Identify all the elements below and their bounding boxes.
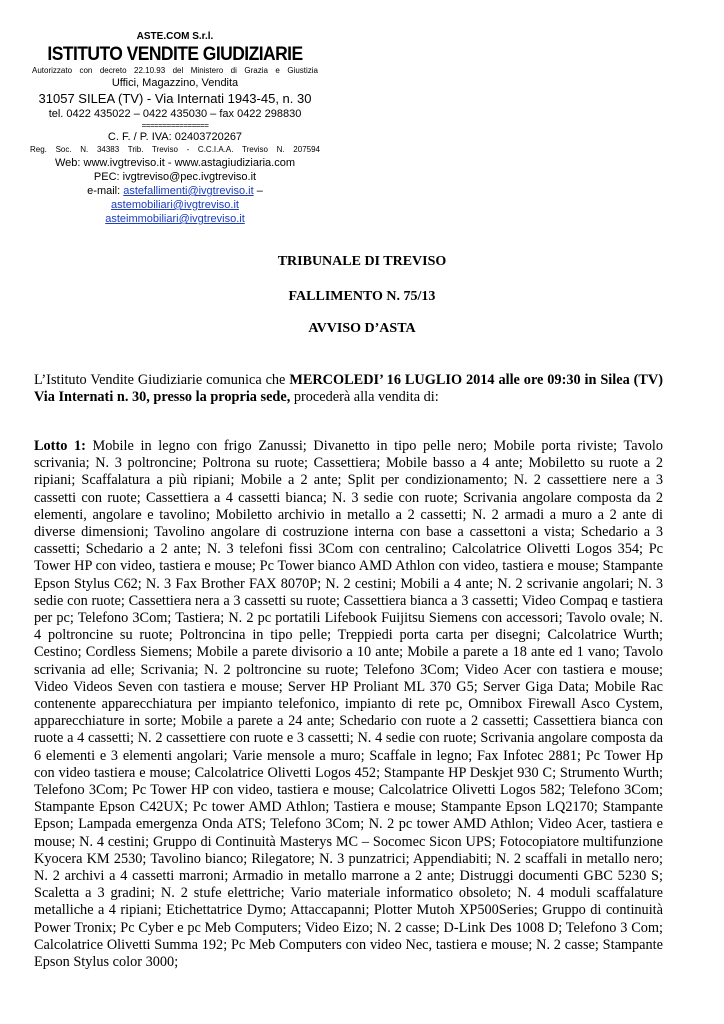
email-label: e-mail: — [87, 185, 121, 197]
email-link-mobiliari[interactable]: astemobiliari@ivgtreviso.it — [111, 199, 239, 211]
intro-suffix: procederà alla vendita di: — [293, 389, 439, 406]
authorization-note: Autorizzato con decreto 22.10.93 del Ministero di Grazia e Giustizia — [32, 66, 318, 75]
offices-line: Uffici, Magazzino, Vendita — [111, 77, 239, 89]
case-heading: FALLIMENTO N. 75/13 — [288, 289, 436, 304]
intro-prefix: L’Istituto Vendite Giudiziarie comunica che — [34, 372, 286, 388]
email-link-fallimenti[interactable]: astefallimenti@ivgtreviso.it — [123, 185, 254, 197]
separator-line: ================ — [141, 121, 209, 130]
email-line-2 — [30, 212, 320, 226]
email-separator: – — [256, 185, 263, 197]
auction-date-location: MERCOLEDI’ 16 LUGLIO 2014 alle ore 09:30 in Silea (TV) Via Internati n. 30, presso la propria sede, — [34, 372, 664, 406]
email-link-immobiliari[interactable]: asteimmobiliari@ivgtreviso.it — [105, 213, 245, 225]
company-name: ASTE.COM S.r.l. — [136, 31, 214, 42]
court-heading: TRIBUNALE DI TREVISO — [277, 254, 447, 269]
email-line — [30, 184, 320, 212]
web-line: Web: www.ivgtreviso.it - www.astagiudiziaria.com — [54, 157, 296, 169]
pec-line: PEC: ivgtreviso@pec.ivgtreviso.it — [93, 171, 257, 183]
lot-label: Lotto 1: — [34, 438, 86, 454]
registry-line: Reg. Soc. N. 34383 Trib. Treviso - C.C.I.A.A. Treviso N. 207594 — [30, 145, 320, 154]
lot-paragraph — [34, 438, 663, 971]
intro-paragraph — [34, 372, 663, 406]
letterhead — [30, 30, 320, 226]
phone-line: tel. 0422 435022 – 0422 435030 – fax 0422 298830 — [48, 108, 302, 120]
lot-items: Mobile in legno con frigo Zanussi; Divanetto in tipo pelle nero; Mobile porta riviste; Tavolo scrivania; N. 3 poltroncine; Poltrona su ruote; Cassettiera; Mobile basso a 4 ante; Mobiletto su ruote a 2 ripiani; Scaffalatura a più ripiani; Mobile a 2 ante; Split per condizionamento; N. 2 cassettiere nere a 3 cassetti con ruote; Cassettiera a 4 cassetti bianca; N. 3 sedie con ruote; Scrivania angolare composta da 2 elementi, angolare e tavolino; Mobiletto archivio in metallo a 2 cassetti; N. 2 armadi a muro a 2 ante di diverse dimensioni; Tavolino angolare di costruzione interna con base a cassettoni a vista; Schedario a 3 cassetti; Schedario a 2 ante; N. 3 telefoni fissi 3Com con centralino; Calcolatrice Olivetti Logos 354; Pc Tower HP con video, tastiera e mouse; Pc Tower bianco AMD Athlon con video, tastiera e mouse; Stampante Epson Stylus C62; N. 3 Fax Brother FAX 8070P; N. 2 cestini; Mobili a 4 ante; N. 2 scrivanie angolari; N. 3 sedie con ruote; Cassettiera nera a 3 cassetti su ruote; Cassettiera bianca a 3 cassetti; Video Compaq e tastiera per pc; Telefono 3Com; Tastiera; N. 2 pc portatili Lifebook Fuijitsu Siemens con accessori; Tavolo ovale; N. 4 poltroncine su ruote; Poltroncina in tipo pelle; Treppiedi porta carta per disegni; Calcolatrice Wurth; Cestino; Cordless Siemens; Mobile a parete divisorio a 10 ante; Mobile a parete a 18 ante ed 1 vano; Tavolo scrivania ad elle; Scrivania; N. 2 poltroncine su ruote; Telefono 3Com; Video Acer con tastiera e mouse; Video Videos Seven con tastiera e mouse; Server HP Proliant ML 370 G5; Server Giga Data; Mobile Rac contenente apparecchiatura per impianto telefonico, impianto di rete pc, Omnibox Firewall Asco Cystem, apparecchiature in sorte; Mobile a parete a 24 ante; Schedario con ruote a 2 cassetti; Cassettiera bianca con ruote a 4 cassetti; N. 2 cassettiere con ruote e 3 cassetti; N. 4 sedie con ruote; Scrivania angolare composta da 6 elementi e 3 elementi angolari; Varie mensole a muro; Scaffale in legno; Fax Infotec 2881; Pc Tower Hp con video tastiera e mouse; Calcolatrice Olivetti Logos 452; Stampante HP Deskjet 930 C; Strumento Wurth; Telefono 3Com; Pc Tower HP con video, tastiera e mouse; Calcolatrice Olivetti Logos 582; Telefono 3Com; Stampante Epson C42UX; Pc tower AMD Athlon; Tastiera e mouse; Stampante Epson LQ2170; Stampante Epson; Lampada emergenza Onda ATS; Telefono 3Com; N. 2 pc tower AMD Athlon; Video Acer, tastiera e mouse; N. 4 cestini; Gruppo di Continuità Masterys MC – Socomec Sicon UPS; Fotocopiatore multifunzione Kyocera KM 2530; Tavolino bianco; Rilegatore; N. 3 punzatrici; Appendiabiti; N. 2 scaffali in metallo nero; N. 2 archivi a 4 cassetti marroni; Armadio in metallo marrone a 2 ante; Distruggi documenti GBC 5230 S; Scaletta a 3 gradini; N. 2 stufe elettriche; Vario materiale informatico obsoleto; N. 4 moduli scaffalature metalliche a 4 ripiani; Etichettatrice Dymo; Attaccapanni; Plotter Mutoh XP500Series; Gruppo di continuità Power Tronix; Pc Cyber e pc Meb Computers; Video Eizo; N. 2 casse; D-Link Des 1008 D; Telefono 3 Com; Calcolatrice Olivetti Summa 192; Pc Meb Computers con video Nec, tastiera e mouse; N. 2 casse; Stampante Epson Stylus color 3000; — [34, 438, 664, 971]
tax-id-line: C. F. / P. IVA: 02403720267 — [107, 131, 243, 143]
notice-heading: AVVISO D’ASTA — [308, 321, 416, 336]
address-line: 31057 SILEA (TV) - Via Internati 1943-45, n. 30 — [38, 91, 312, 106]
institute-name: ISTITUTO VENDITE GIUDIZIARIE — [47, 44, 303, 65]
